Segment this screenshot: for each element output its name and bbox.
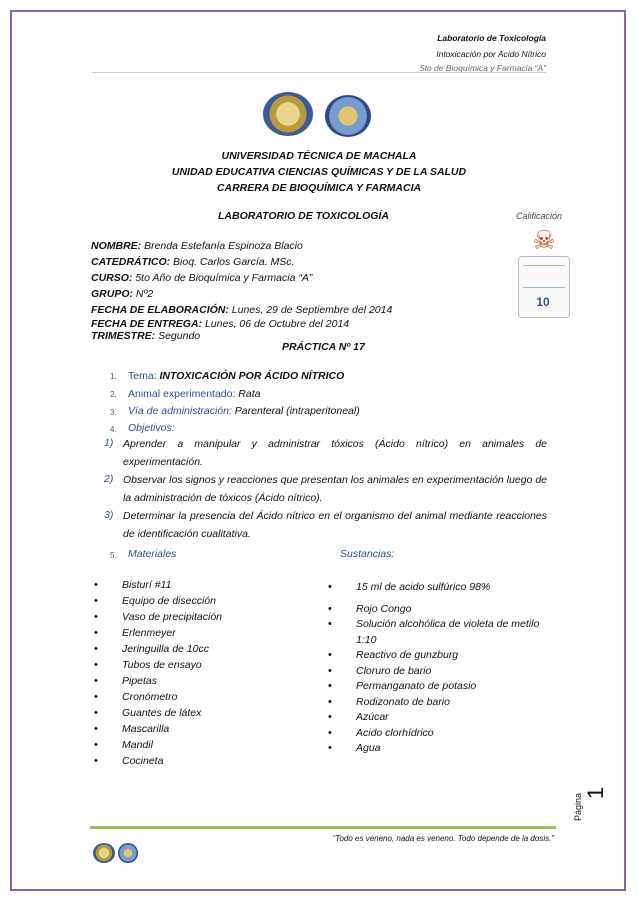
materials-list xyxy=(90,577,290,769)
lab-title: LABORATORIO DE TOXICOLOGÍA xyxy=(218,210,389,222)
university-seal-icon xyxy=(263,92,313,136)
list-item: • Cronómetro xyxy=(90,689,290,705)
item-route: Vía de administración: Parenteral (intraperitoneal) xyxy=(128,405,360,417)
list-item: • Vaso de precipitación xyxy=(90,609,290,625)
list-item: • Mascarilla xyxy=(90,721,290,737)
item-number: 4. xyxy=(110,425,117,434)
field-professor: CATEDRÁTICO: Bioq. Carlos García. MSc. xyxy=(91,256,295,268)
faculty-seal-icon xyxy=(325,95,371,137)
list-item: • 15 ml de acido sulfúrico 98% xyxy=(324,580,556,596)
field-date-delivery: FECHA DE ENTREGA: Lunes, 06 de Octubre del 2014 xyxy=(91,318,350,330)
list-item: • Pipetas xyxy=(90,673,290,689)
header-lab-title: Laboratorio de Toxicología xyxy=(437,33,546,43)
list-item: • Equipo de disección xyxy=(90,593,290,609)
item-number: 3. xyxy=(110,408,117,417)
objective-number: 3) xyxy=(104,509,114,521)
list-item: • Permanganato de potasio xyxy=(324,679,556,695)
page-label: Página xyxy=(573,792,584,822)
list-item: • Acido clorhídrico xyxy=(324,726,556,742)
footer-quote: “Todo es veneno, nada es veneno. Todo depende de la dosis.” xyxy=(332,834,554,843)
list-item: • Rodizonato de bario xyxy=(324,695,556,711)
header-divider xyxy=(92,72,546,73)
materials-label: Materiales xyxy=(128,548,177,560)
field-group: GRUPO: Nº2 xyxy=(91,288,154,300)
list-item: • Azúcar xyxy=(324,710,556,726)
item-number: 1. xyxy=(110,372,117,381)
list-item: • Bisturí #11 xyxy=(90,577,290,593)
grade-value: 10 xyxy=(536,295,550,309)
list-item: • Reactivo de gunzburg xyxy=(324,648,556,664)
objective-3: Determinar la presencia del Ácido nítrico en el organismo del animal mediante reacciones de identificación cualitativa. xyxy=(123,510,547,540)
skull-crossbones-icon: ☠ xyxy=(532,225,556,255)
substances-label: Sustancias: xyxy=(340,548,395,560)
grade-label: Calificación xyxy=(516,211,563,221)
item-number: 5. xyxy=(110,551,117,560)
list-item: • Tubos de ensayo xyxy=(90,657,290,673)
university-title: UNIVERSIDAD TÉCNICA DE MACHALA xyxy=(221,150,417,162)
list-item: • Agua xyxy=(324,741,556,757)
unit-title: UNIDAD EDUCATIVA CIENCIAS QUÍMICAS Y DE LA SALUD xyxy=(171,166,467,178)
field-date-elaboration: FECHA DE ELABORACIÓN: Lunes, 29 de Septiembre del 2014 xyxy=(91,304,393,316)
objective-number: 1) xyxy=(104,437,114,449)
university-seal-small-icon xyxy=(93,843,115,863)
substances-list xyxy=(324,580,556,757)
objective-2: Observar los signos y reacciones que presentan los animales en experimentación luego de la administración de tóxicos (Ácido nítrico). xyxy=(123,474,547,504)
list-item: • Mandil xyxy=(90,737,290,753)
list-item: • Guantes de látex xyxy=(90,705,290,721)
list-item: • Cloruro de bario xyxy=(324,664,556,680)
header-course: 5to de Bioquímica y Farmacia “A” xyxy=(419,63,546,73)
item-topic: Tema: INTOXICACIÓN POR ÁCIDO NÍTRICO xyxy=(128,370,345,382)
field-name: NOMBRE: Brenda Estefanía Espinoza Blacio xyxy=(91,240,303,252)
career-title: CARRERA DE BIOQUÍMICA Y FARMACIA xyxy=(216,182,422,194)
objective-1: Aprender a manipular y administrar tóxicos (Ácido nítrico) en animales de experimentación. xyxy=(123,438,547,468)
faculty-seal-small-icon xyxy=(118,843,138,863)
list-item: • Solución alcohólica de violeta de metilo 1:10 xyxy=(324,617,556,648)
list-item: • Erlenmeyer xyxy=(90,625,290,641)
list-item: • Rojo Congo xyxy=(324,602,556,618)
list-item: • Cocineta xyxy=(90,753,290,769)
practice-number: PRÁCTICA Nº 17 xyxy=(282,341,365,353)
item-number: 2. xyxy=(110,390,117,399)
objective-number: 2) xyxy=(104,473,114,485)
item-objectives-label: Objetivos: xyxy=(128,422,175,434)
field-trimester: TRIMESTRE: Segundo xyxy=(91,330,201,342)
field-course: CURSO: 5to Año de Bioquímica y Farmacia “A” xyxy=(91,272,313,284)
item-animal: Animal experimentado: Rata xyxy=(128,388,261,400)
header-subject: Intoxicación por Acido Nítrico xyxy=(436,49,546,59)
page-number: 1 xyxy=(583,786,609,800)
page-number-block xyxy=(573,780,618,840)
footer-divider xyxy=(90,826,556,829)
list-item: • Jeringuilla de 10cc xyxy=(90,641,290,657)
